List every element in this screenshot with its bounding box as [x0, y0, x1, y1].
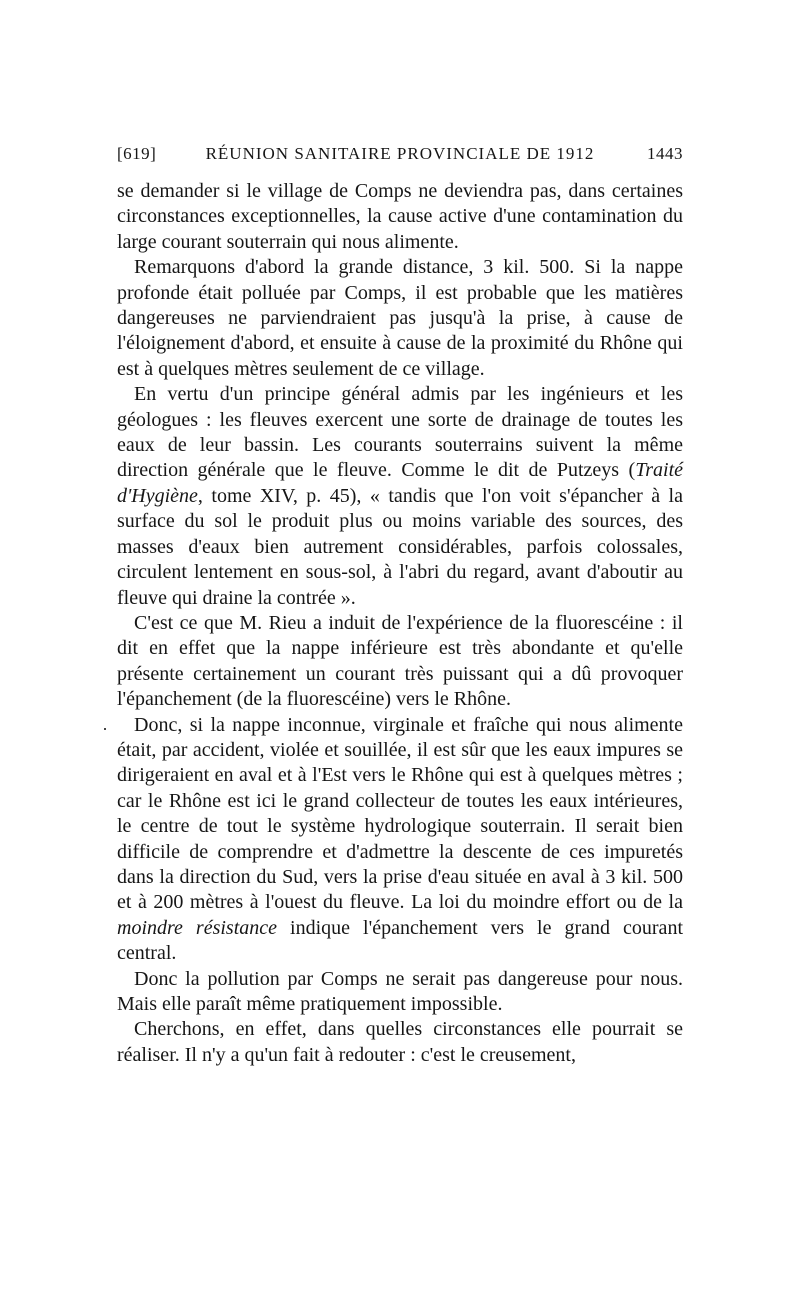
- emphasis-moindre-resistance: moindre résistance: [117, 916, 278, 939]
- paragraph-principle-text-b: , tome XIV, p. 45), « tandis que l'on voit s'épancher à la surface du sol le produit plus ou moins variable des sources, des masses d'eaux bien autrement considérables, parfois colossales, circulent lentement en sous-sol, à l'abri du regard, avant d'aboutir au fleuve qui draine la contrée ».: [117, 484, 683, 609]
- paragraph-principle-text-a: En vertu d'un principe général admis par les ingénieurs et les géologues : les fleuves exercent une sorte de drainage de toutes les eaux de leur bassin. Les courants souterrains suivent la même direction générale que le fleuve. Comme le dit de Putzeys (: [117, 383, 683, 482]
- paragraph-conclusion: Donc la pollution par Comps ne serait pas dangereuse pour nous. Mais elle paraît même pratiquement impossible.: [117, 967, 683, 1015]
- paragraph-circumstances: Cherchons, en effet, dans quelles circonstances elle pourrait se réaliser. Il n'y a qu'un fait à redouter : c'est le creusement,: [117, 1018, 683, 1066]
- paragraph-pollution-direction: [117, 713, 683, 967]
- paragraph-continuation: se demander si le village de Comps ne deviendra pas, dans certaines circonstances exceptionnelles, la cause active d'une contamination du large courant souterrain qui nous alimente.: [117, 180, 683, 253]
- paragraph-pollution-text-b: indique l'épanchement vers le grand courant central.: [117, 916, 683, 965]
- running-header: [117, 144, 683, 168]
- paragraph-pollution-text-a: Donc, si la nappe inconnue, virginale et fraîche qui nous alimente était, par accident, violée et souillée, il est sûr que les eaux impures se dirigeraient en aval et à l'Est vers le Rhône qui est à quelques mètres ; car le Rhône est ici le grand collecteur de toutes les eaux intérieures, le centre de tout le système hydrologique souterrain. Il serait bien difficile de comprendre et d'admettre la descente de ces impuretés dans la direction du Sud, vers la prise d'eau située en aval à 3 kil. 500 et à 200 mètres à l'ouest du fleuve. La loi du moindre effort ou de la: [117, 713, 683, 914]
- body-text: [117, 179, 683, 1068]
- page-number: 1443: [647, 144, 683, 163]
- paragraph-distance: Remarquons d'abord la grande distance, 3 kil. 500. Si la nappe profonde était polluée par Comps, il est probable que les matières dangereuses ne parviendraient pas jusqu'à la prise, à cause de l'éloignement d'abord, et ensuite à cause de la proximité du Rhône qui est à quelques mètres seulement de ce village.: [117, 256, 683, 380]
- paragraph-principle: [117, 382, 683, 611]
- print-speck: [104, 728, 106, 730]
- page-reference: [619]: [117, 144, 157, 163]
- running-title: RÉUNION SANITAIRE PROVINCIALE DE 1912: [205, 144, 595, 163]
- cited-work-title: Traité d'Hygiène: [117, 459, 683, 507]
- paragraph-fluorescein: C'est ce que M. Rieu a induit de l'expérience de la fluorescéine : il dit en effet que la nappe inférieure est très abondante et qu'elle présente certainement un courant très puissant qui a dû provoquer l'épanchement (de la fluorescéine) vers le Rhône.: [117, 611, 683, 711]
